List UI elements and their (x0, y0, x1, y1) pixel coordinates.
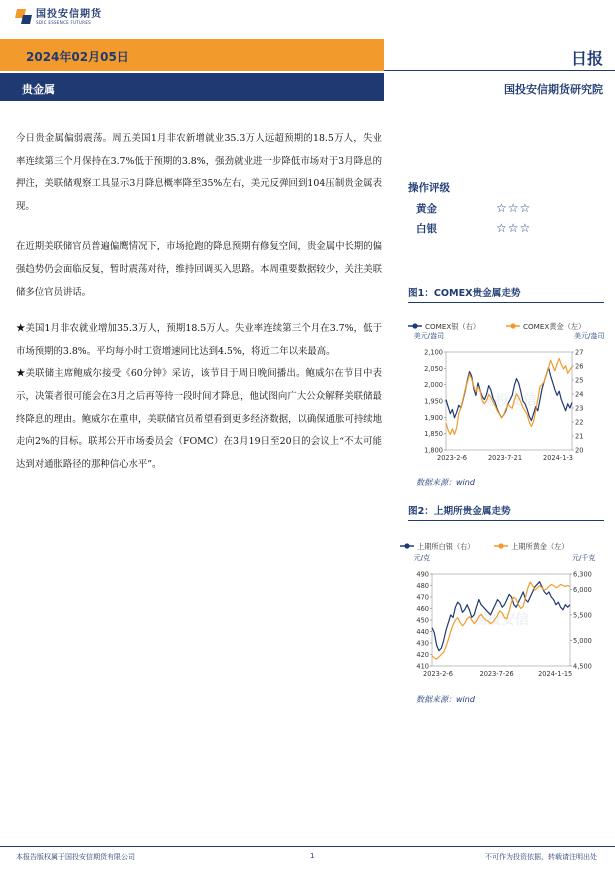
figure-2-title: 图2：上期所贵金属走势 (408, 506, 511, 517)
y-left-tick-label: 2,050 (424, 364, 443, 373)
y-right-tick-label: 24 (575, 390, 584, 399)
x-tick-label: 2023-2-6 (423, 670, 453, 678)
y-right-tick-label: 23 (575, 404, 584, 413)
legend-swatch-dot (498, 543, 503, 548)
y-left-tick-label: 460 (416, 605, 429, 613)
y-left-tick-label: 1,850 (424, 430, 443, 439)
y-right-tick-label: 25 (575, 376, 584, 385)
rating-stars: ☆☆☆ (496, 221, 532, 235)
report-type: 日报 (570, 49, 603, 68)
footer-divider (0, 846, 615, 847)
x-tick-label: 2023-2-6 (437, 454, 467, 462)
y-left-tick-label: 410 (416, 662, 429, 671)
logo-icon (16, 9, 32, 25)
y-right-tick-label: 6,000 (573, 585, 592, 594)
y-left-tick-label: 480 (416, 582, 429, 590)
y-left-tick-label: 1,950 (424, 397, 443, 406)
organization-name: 国投安信期货研究院 (504, 83, 603, 96)
rating-row-gold (408, 198, 604, 218)
x-tick-label: 2023-7-26 (479, 670, 514, 678)
legend-swatch-dot (510, 323, 515, 328)
y-left-tick-label: 440 (416, 628, 429, 636)
page-number: 1 (310, 852, 315, 860)
y-left-tick-label: 1,900 (424, 413, 443, 422)
x-tick-label: 2023-7-21 (487, 454, 523, 462)
shfe-chart (398, 538, 608, 684)
y-left-unit-label: 美元/盎司 (413, 332, 444, 340)
rating-title: 操作评级 (408, 182, 450, 194)
footer-disclaimer: 不可作为投资依据，转载请注明出处 (485, 853, 597, 861)
rating-name: 黄金 (416, 202, 437, 215)
y-right-tick-label: 5,000 (573, 636, 592, 645)
y-right-tick-label: 5,500 (573, 611, 592, 620)
report-body (16, 128, 382, 476)
report-date: 2024年02月05日 (26, 50, 129, 64)
figure-1-title: 图1：COMEX贵金属走势 (408, 288, 521, 299)
y-right-unit-label: 元/千克 (572, 554, 596, 562)
company-logo (16, 9, 102, 25)
comex-chart (404, 318, 604, 468)
watermark-text: 国投安信 (473, 612, 529, 628)
y-right-tick-label: 27 (575, 348, 584, 357)
category-bar (0, 73, 384, 101)
y-right-tick-label: 21 (575, 432, 584, 441)
logo-en-text: SDIC ESSENCE FUTURES (36, 20, 92, 25)
summary-paragraph-2: 在近期美联储官员普遍偏鹰情况下，市场抢跑的降息预期有修复空间，贵金属中长期的偏强趋势仍会面临反复，暂时震荡对待，维持回调买入思路。本周重要数据较少，关注美联储多位官员讲话。 (16, 241, 382, 298)
y-right-tick-label: 20 (575, 446, 584, 455)
header-divider (384, 70, 615, 71)
legend-label: 上期所黄金（左） (511, 542, 569, 551)
report-category: 贵金属 (22, 83, 55, 96)
watermark-text: 国投安信 (481, 393, 537, 409)
figure-1-rule (408, 302, 604, 303)
news-item-2: ★美联储主席鲍威尔接受《60分钟》采访，该节目于周日晚间播出。鲍威尔在节目中表示，决策者很可能会在3月之后再等待一段时间才降息，他试图向广大公众解释美联储最终降息的理由。鲍威尔在重申，美联储官员希望看到更多经济数据，以确保通胀可持续地走向2%的目标。联邦公开市场委员会（FOMC）在3月19日至20日的会议上“不太可能达到对通胀路径的那种信心水平”。 (16, 368, 382, 470)
legend-label: 上期所白银（右） (417, 542, 475, 551)
y-right-unit-label: 美元/盎司 (574, 332, 604, 340)
y-left-tick-label: 2,000 (424, 381, 443, 390)
y-left-tick-label: 450 (416, 616, 429, 625)
y-left-unit-label: 元/克 (413, 554, 430, 562)
news-item-1: ★美国1月非农就业增加35.3万人，预期18.5万人。失业率连续第三个月在3.7%，低于市场预期的3.8%。平均每小时工资增速同比达到4.5%，将近二年以来最高。 (16, 323, 382, 357)
y-left-tick-label: 490 (416, 570, 429, 579)
y-left-tick-label: 1,800 (424, 446, 443, 455)
y-right-tick-label: 22 (575, 418, 584, 427)
rating-stars: ☆☆☆ (496, 201, 532, 215)
figure-2-rule (408, 520, 604, 521)
summary-paragraph-1: 今日贵金属偏弱震荡。周五美国1月非农新增就业35.3万人远超预期的18.5万人，失业率连续第三个月保持在3.7%低于预期的3.8%，强劲就业进一步降低市场对于3月降息的押注，美联储观察工具显示3月降息概率降至35%左右，美元反弹回到104压制贵金属表现。 (16, 133, 382, 212)
y-right-tick-label: 4,500 (573, 662, 592, 671)
rating-row-silver (408, 218, 604, 238)
y-left-tick-label: 470 (416, 593, 429, 602)
y-right-tick-label: 26 (575, 362, 584, 371)
y-left-tick-label: 420 (416, 651, 429, 659)
legend-swatch-dot (412, 323, 417, 328)
x-tick-label: 2024-1-15 (538, 670, 573, 678)
footer-copyright: 本报告版权属于国投安信期货有限公司 (16, 853, 135, 861)
legend-label: COMEX黄金（左） (523, 322, 586, 331)
figure-2-source: 数据来源：wind (416, 695, 475, 704)
legend-swatch-dot (404, 543, 409, 548)
figure-1-source: 数据来源：wind (416, 478, 475, 487)
y-left-tick-label: 430 (416, 639, 429, 648)
rating-name: 白银 (416, 222, 437, 235)
legend-label: COMEX银（右） (425, 322, 481, 331)
rating-panel (408, 178, 604, 238)
logo-cn-text: 国投安信期货 (36, 9, 102, 20)
y-right-tick-label: 6,300 (573, 570, 592, 579)
x-tick-label: 2024-1-3 (543, 454, 573, 462)
y-left-tick-label: 2,100 (424, 348, 443, 357)
